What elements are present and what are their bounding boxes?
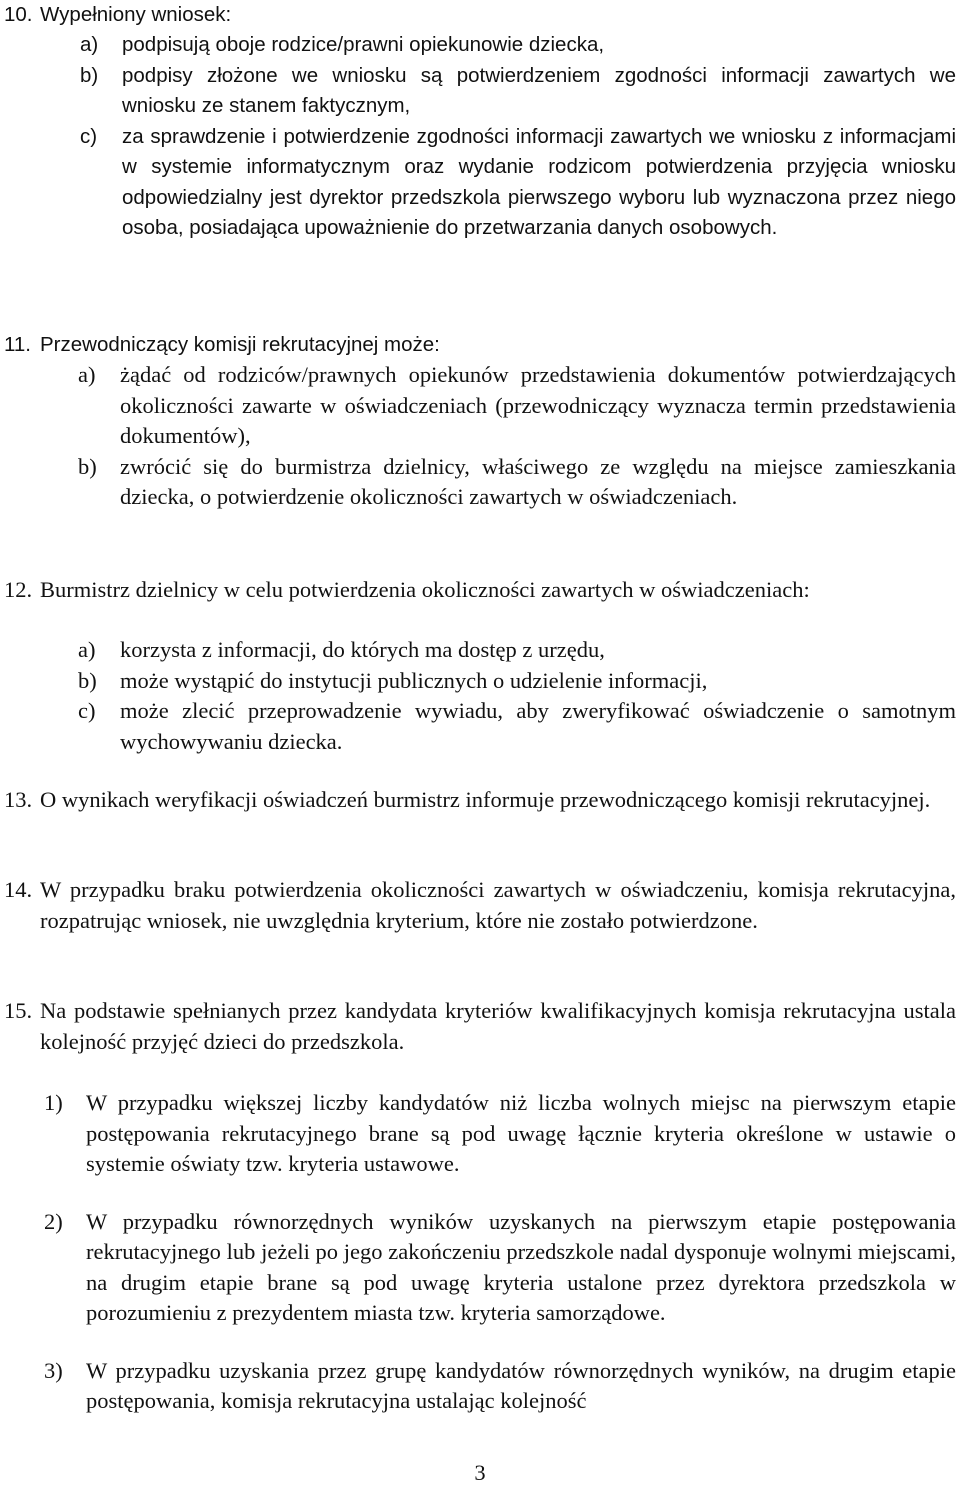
section-number: 12. <box>4 577 33 602</box>
item-text: W przypadku równorzędnych wyników uzyskanych na pierwszym etapie postępowania rekrutacyjnego lub jeżeli po jego zakończeniu przedszkole nadal dysponuje wolnymi miejscami, na drugim etapie brane są pod uwagę kryteria ustalone przez dyrektora przedszkola w porozumieniu z prezydentem miasta tzw. kryteria samorządowe. <box>86 1208 956 1325</box>
item-text: W przypadku uzyskania przez grupę kandydatów równorzędnych wyników, na drugim etapie postępowania, komisja rekrutacyjna ustalając kolejność <box>86 1357 956 1413</box>
item-label: a) <box>80 33 99 56</box>
section-heading: Burmistrz dzielnicy w celu potwierdzenia okoliczności zawartych w oświadczeniach: <box>40 577 810 602</box>
item-text: zwrócić się do burmistrza dzielnicy, właściwego ze względu na miejsce zamieszkania dziecka, o potwierdzenie okoliczności zawartych w oświadczeniach. <box>120 453 956 509</box>
item-text: podpisy złożone we wniosku są potwierdzeniem zgodności informacji zawartych we wniosku ze stanem faktycznym, <box>122 63 956 117</box>
item-label: 2) <box>44 1208 63 1234</box>
item-text: za sprawdzenie i potwierdzenie zgodności informacji zawartych we wniosku z informacjami w systemie informatycznym oraz wydanie rodzicom potwierdzenia przyjęcia wniosku odpowiedzialny jest dyrektor przedszkola pierwszego wyboru lub wyznaczona przez niego osoba, posiadająca upoważnienie do przetwarzania danych osobowych. <box>122 124 956 239</box>
list-item <box>80 61 956 122</box>
item-text: żądać od rodziców/prawnych opiekunów przedstawienia dokumentów potwierdzających okoliczności zawarte w oświadczeniach (przewodniczący wyznacza termin przedstawienia dokumentów), <box>120 362 956 448</box>
list-item <box>78 696 956 757</box>
list-item <box>78 635 956 666</box>
item-text: W przypadku większej liczby kandydatów niż liczba wolnych miejsc na pierwszym etapie postępowania rekrutacyjnego brane są pod uwagę łącznie kryteria określone w ustawie o systemie oświaty tzw. kryteria ustawowe. <box>86 1090 956 1176</box>
section-heading: Przewodniczący komisji rekrutacyjnej może: <box>40 333 440 356</box>
item-text: korzysta z informacji, do których ma dostęp z urzędu, <box>120 637 605 662</box>
item-label: b) <box>78 453 97 479</box>
list-item <box>80 122 956 244</box>
section-number: 15. <box>4 998 33 1023</box>
section-text: W przypadku braku potwierdzenia okoliczności zawartych w oświadczeniu, komisja rekrutacyjna, rozpatrując wniosek, nie uwzględnia kryterium, które nie zostało potwierdzone. <box>40 877 956 933</box>
section-number: 11. <box>4 333 31 356</box>
list-item <box>44 1207 956 1329</box>
list <box>80 30 956 244</box>
item-label: a) <box>78 362 96 387</box>
section-text: O wynikach weryfikacji oświadczeń burmistrz informuje przewodniczącego komisji rekrutacyjnej. <box>40 787 931 812</box>
item-label: b) <box>80 63 99 87</box>
item-label: 3) <box>44 1357 63 1383</box>
section-heading: Wypełniony wniosek: <box>40 3 232 26</box>
item-label: c) <box>80 124 98 148</box>
item-label: b) <box>78 667 97 693</box>
item-label: 1) <box>44 1090 63 1115</box>
list-item <box>80 30 956 61</box>
list-item <box>44 1356 956 1417</box>
item-text: podpisują oboje rodzice/prawni opiekunowie dziecka, <box>122 33 605 56</box>
list-item <box>78 360 956 452</box>
list-item <box>44 1088 956 1180</box>
list <box>78 635 956 757</box>
list-item <box>78 452 956 513</box>
list <box>44 1088 956 1417</box>
page-number: 3 <box>474 1460 486 1485</box>
item-text: może wystąpić do instytucji publicznych o udzielenie informacji, <box>120 667 708 693</box>
item-label: a) <box>78 637 96 662</box>
section-text: Na podstawie spełnianych przez kandydata kryteriów kwalifikacyjnych komisja rekrutacyjna ustala kolejność przyjęć dzieci do przedszkola. <box>40 998 956 1054</box>
item-label: c) <box>78 698 96 723</box>
list-item <box>78 666 956 697</box>
list <box>78 360 956 513</box>
section-number: 14. <box>4 877 33 902</box>
section-number: 13. <box>4 787 33 812</box>
section-number: 10. <box>4 3 33 26</box>
item-text: może zlecić przeprowadzenie wywiadu, aby zweryfikować oświadczenie o samotnym wychowywaniu dziecka. <box>120 698 956 754</box>
